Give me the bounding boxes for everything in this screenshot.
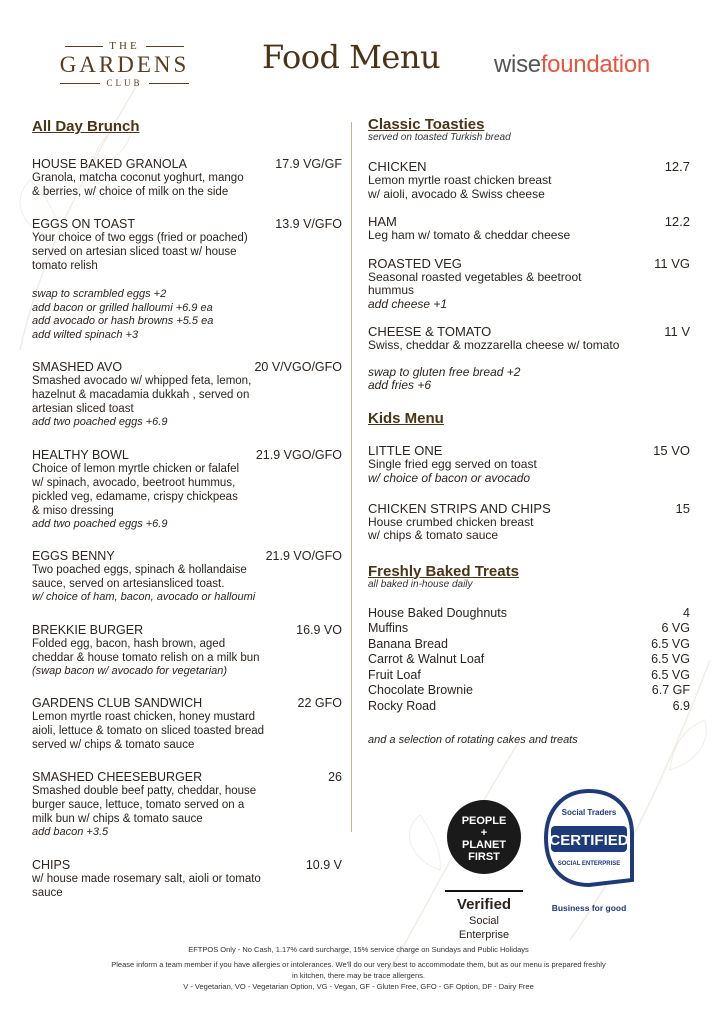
menu-item <box>32 448 342 532</box>
menu-item-description: w/ chips & tomato sauce <box>368 528 499 542</box>
partner-logo-part2: foundation <box>540 51 650 78</box>
menu-item-header <box>32 549 342 563</box>
menu-item-description: served w/ chips & tomato sauce <box>32 739 195 751</box>
treat-row <box>368 699 690 715</box>
toasties-subtitle: served on toasted Turkish bread <box>368 132 511 143</box>
treat-price: 6.5 VG <box>651 652 690 666</box>
menu-item-note: w/ choice of ham, bacon, avocado or halloumi <box>32 591 256 603</box>
menu-item-description: Lemon myrtle roast chicken, honey mustard <box>32 711 256 723</box>
menu-item-description: & miso dressing <box>32 504 114 517</box>
menu-item-note: add cheese +1 <box>368 296 448 311</box>
menu-item-description: w/ house made rosemary salt, aioli or tomato <box>32 872 261 885</box>
menu-item-description: pickled veg, edamame, crispy chickpeas <box>32 490 238 503</box>
treat-name: Carrot & Walnut Loaf <box>368 652 485 666</box>
toasties-extra-note: swap to gluten free bread +2 <box>368 365 521 379</box>
menu-item-description: Lemon myrtle roast chicken breast <box>368 173 552 187</box>
ppf-social-text: Social <box>469 915 499 927</box>
treat-row <box>368 621 690 637</box>
menu-item-name: HOUSE BAKED GRANOLA <box>32 157 187 171</box>
treat-price: 6.5 VG <box>651 667 690 682</box>
menu-item-description: w/ aioli, avocado & Swiss cheese <box>368 186 545 201</box>
social-traders-badge <box>541 788 637 913</box>
logo-bottom-text: CLUB <box>106 78 143 88</box>
ppf-line: PLANET <box>462 839 506 851</box>
menu-item-name: BREKKIE BURGER <box>32 622 144 637</box>
menu-item-description: Single fried egg served on toast <box>368 457 537 471</box>
menu-item-name: EGGS BENNY <box>32 549 115 563</box>
people-planet-first-badge <box>445 800 523 941</box>
menu-item <box>32 217 342 342</box>
menu-item-note: add two poached eggs +6.9 <box>32 517 168 530</box>
menu-item-price: 22 GFO <box>297 696 342 710</box>
st-certified-text: CERTIFIED <box>549 832 629 849</box>
treats-section-title: Freshly Baked Treats <box>368 562 519 580</box>
menu-item <box>32 360 342 430</box>
gardens-club-logo <box>52 40 197 88</box>
right-column <box>368 116 690 747</box>
treat-price: 4 <box>683 605 690 620</box>
menu-item-price: 10.9 V <box>305 857 342 872</box>
menu-item-description: sauce <box>32 886 63 899</box>
menu-item-price: 21.9 VO/GFO <box>265 549 342 563</box>
menu-item-price: 12.7 <box>664 159 690 174</box>
treat-price: 6.5 VG <box>651 636 690 651</box>
treat-name: Muffins <box>368 621 409 635</box>
menu-item-header <box>32 696 342 710</box>
brunch-column <box>32 118 342 900</box>
menu-item-note: add bacon +3.5 <box>32 826 109 838</box>
partner-logo <box>494 51 650 79</box>
menu-item-description: Leg ham w/ tomato & cheddar cheese <box>368 228 571 242</box>
menu-item-header <box>32 623 342 637</box>
menu-item-name: EGGS ON TOAST <box>32 217 136 231</box>
brunch-section-title: All Day Brunch <box>32 118 140 135</box>
menu-item-header <box>368 443 690 458</box>
st-bottom-text: SOCIAL ENTERPRISE <box>557 861 621 867</box>
menu-item-note: (swap bacon w/ avocado for vegetarian) <box>32 664 228 677</box>
menu-item-description: & berries, w/ choice of milk on the side <box>32 186 229 198</box>
footer-allergy-text: Please inform a team member if you have allergies or intolerances. We'll do our very best to accommodate them, but as our menu is prepared freshly <box>111 960 606 969</box>
menu-item-description: Folded egg, bacon, hash brown, aged <box>32 637 226 650</box>
treat-row <box>368 683 690 699</box>
treat-name: House Baked Doughnuts <box>368 605 507 620</box>
menu-item-description: burger sauce, lettuce, tomato served on a <box>32 799 245 811</box>
menu-item-name: GARDENS CLUB SANDWICH <box>32 696 203 710</box>
menu-item-description: Smashed avocado w/ whipped feta, lemon, <box>32 375 252 387</box>
treat-row <box>368 668 690 684</box>
treat-name: Banana Bread <box>368 636 448 651</box>
menu-item-description: Swiss, cheddar & mozzarella cheese w/ tomato <box>368 337 620 352</box>
menu-item-price: 12.2 <box>664 214 690 229</box>
menu-item-description: artesian sliced toast <box>32 403 134 415</box>
menu-item-name: ROASTED VEG <box>368 255 462 271</box>
menu-item-name: HEALTHY BOWL <box>32 447 129 462</box>
menu-item-note: add two poached eggs +6.9 <box>32 416 168 428</box>
column-divider <box>351 122 352 832</box>
menu-item-price: 13.9 V/GFO <box>275 217 342 231</box>
ppf-line: + <box>480 827 488 839</box>
menu-item-header <box>32 770 342 784</box>
treat-row <box>368 637 690 653</box>
treats-list <box>368 606 690 715</box>
ppf-line: FIRST <box>468 851 500 863</box>
kids-list <box>368 443 690 543</box>
brunch-list <box>32 157 342 900</box>
treat-price: 6.7 GF <box>651 683 690 697</box>
menu-item-name: CHICKEN <box>368 159 427 174</box>
menu-item <box>368 159 690 201</box>
st-top-text: Social Traders <box>561 808 617 817</box>
menu-item-note: w/ choice of bacon or avocado <box>368 470 531 485</box>
social-traders-shield-icon <box>543 788 635 888</box>
menu-item-price: 15 VO <box>653 443 690 458</box>
menu-item-name: SMASHED CHEESEBURGER <box>32 770 203 784</box>
treat-row <box>368 606 690 622</box>
st-tagline: Business for good <box>551 903 627 913</box>
menu-item-header <box>368 159 690 174</box>
menu-item-price: 15 <box>675 500 690 516</box>
menu-item <box>32 549 342 605</box>
menu-item <box>32 770 342 840</box>
menu-item-description: Choice of lemon myrtle chicken or falafel <box>32 462 240 475</box>
footer-allergy-text-2: in kitchen, there may be trace allergens. <box>292 971 425 980</box>
menu-item-price: 26 <box>328 770 342 784</box>
ppf-logo-icon <box>447 800 521 874</box>
menu-item-price: 11 V <box>664 323 690 339</box>
menu-item <box>32 696 342 752</box>
page-title: Food Menu <box>262 38 441 76</box>
partner-logo-part1: wise <box>494 51 541 78</box>
treat-name: Fruit Loaf <box>368 667 421 682</box>
treat-name: Chocolate Brownie <box>368 683 473 697</box>
menu-item-description: w/ spinach, avocado, beetroot hummus, <box>32 476 236 489</box>
menu-item-name: CHIPS <box>32 857 71 872</box>
menu-item-header <box>368 214 690 229</box>
menu-item-description: hummus <box>368 283 415 297</box>
menu-item-price: 20 V/VGO/GFO <box>254 360 342 374</box>
menu-item <box>32 623 342 679</box>
menu-item-name: LITTLE ONE <box>368 443 443 458</box>
menu-item-price: 16.9 VO <box>296 622 342 637</box>
menu-item-name: CHICKEN STRIPS AND CHIPS <box>368 500 551 516</box>
toasties-list <box>368 159 690 352</box>
swap-note: add bacon or grilled halloumi +6.9 ea <box>32 301 213 314</box>
menu-item-header <box>32 360 342 374</box>
footer-legend-text: V - Vegetarian, VO - Vegetarian Option, VG - Vegan, GF - Gluten Free, GFO - GF Option, DF - Dairy Free <box>183 982 534 991</box>
treat-price: 6 VG <box>661 621 690 635</box>
logo-main-text: GARDENS <box>59 52 190 77</box>
menu-item-description: Two poached eggs, spinach & hollandaise <box>32 564 247 576</box>
menu-item-description: served on artesian sliced toast w/ house <box>32 246 237 258</box>
toasties-section-title: Classic Toasties <box>368 116 485 133</box>
menu-item-description: tomato relish <box>32 260 98 272</box>
menu-item-description: cheddar & house tomato relish on a milk bun <box>32 651 260 664</box>
ppf-line: PEOPLE <box>461 815 507 827</box>
toasties-extras <box>368 366 690 392</box>
menu-item <box>368 214 690 243</box>
menu-item-name: HAM <box>368 214 397 229</box>
menu-item-header <box>368 324 690 339</box>
swap-note: add wilted spinach +3 <box>32 328 139 341</box>
menu-item-description: Smashed double beef patty, cheddar, house <box>32 785 257 797</box>
menu-item-name: CHEESE & TOMATO <box>368 323 492 339</box>
logo-top-text: THE <box>109 40 140 52</box>
treats-note: and a selection of rotating cakes and treats <box>368 734 578 746</box>
menu-item-description: Your choice of two eggs (fried or poached) <box>32 232 248 244</box>
menu-item-description: aioli, lettuce & tomato on sliced toasted bread <box>32 725 265 737</box>
footer-payment-text: EFTPOS Only - No Cash, 1.17% card surcharge, 15% service charge on Sundays and Public Holidays <box>188 945 529 954</box>
swap-notes <box>32 288 342 342</box>
menu-item-description: hazelnut & macadamia dukkah , served on <box>32 389 250 401</box>
menu-item-description: sauce, served on artesiansliced toast. <box>32 578 225 590</box>
swap-note: add avocado or hash browns +5.5 ea <box>32 315 214 327</box>
menu-item-price: 11 VG <box>654 255 690 271</box>
menu-item-header <box>32 448 342 462</box>
menu-item-header <box>368 256 690 271</box>
menu-header <box>0 0 717 110</box>
menu-item <box>368 501 690 543</box>
menu-item <box>368 256 690 311</box>
treat-price: 6.9 <box>672 698 690 713</box>
treat-name: Rocky Road <box>368 698 437 713</box>
menu-item-price: 21.9 VGO/GFO <box>255 447 342 462</box>
ppf-verified-text: Verified <box>445 890 523 913</box>
menu-item-description: milk bun w/ chips & tomato sauce <box>32 813 203 825</box>
menu-item-price: 17.9 VG/GF <box>275 157 342 171</box>
toasties-extra-note: add fries +6 <box>368 378 432 392</box>
ppf-enterprise-text: Enterprise <box>458 929 510 941</box>
menu-item <box>368 443 690 485</box>
menu-item-name: SMASHED AVO <box>32 360 123 374</box>
menu-item-description: Seasonal roasted vegetables & beetroot <box>368 269 582 284</box>
menu-item-description: House crumbed chicken breast <box>368 514 534 529</box>
menu-item-header <box>32 858 342 872</box>
kids-section-title: Kids Menu <box>368 410 444 427</box>
menu-item <box>368 324 690 353</box>
treat-row <box>368 652 690 668</box>
menu-item <box>32 157 342 199</box>
menu-item <box>32 858 342 900</box>
menu-footer <box>0 944 717 992</box>
swap-note: swap to scrambled eggs +2 <box>32 288 167 300</box>
menu-item-description: Granola, matcha coconut yoghurt, mango <box>32 172 244 184</box>
menu-item-header <box>32 217 342 231</box>
menu-item-header <box>32 157 342 171</box>
treats-subtitle: all baked in-house daily <box>368 578 473 590</box>
menu-item-header <box>368 501 690 516</box>
